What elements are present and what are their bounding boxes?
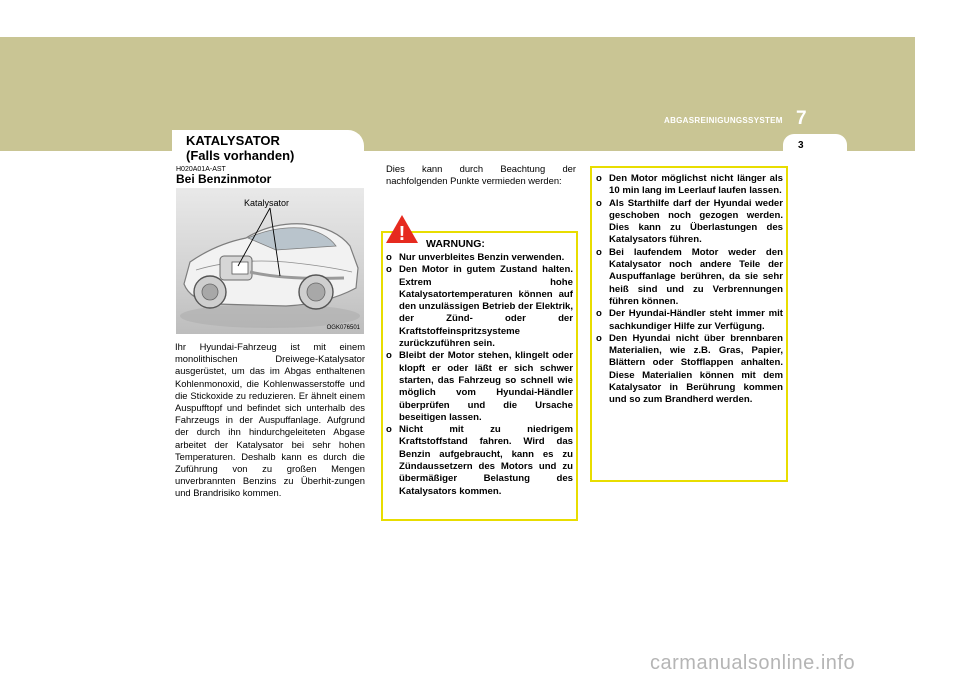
- bullet: o: [386, 350, 392, 362]
- warning-triangle-icon: [385, 214, 419, 244]
- list-item-text: Nicht mit zu niedrigem Kraftstoffstand fahren. Wird das Benzin aufgebraucht, kann es zu Zündaussetzern des Motors und zu übermäßiger Belastung des Katalysators kommen.: [399, 424, 573, 497]
- catalyst-description: Ihr Hyundai-Fahrzeug ist mit einem monolithischen Dreiwege-Katalysator ausgerüstet, um das im Abgas enthaltenen Kohlenmonoxid, die Kohlenwasserstoffe und die Stickoxide zu reduzieren. Er ähnelt einem Auspufftopf und befindet sich unterhalb des Fahrzeugs in der Auspuffanlage. Aufgrund der durch ihn hindurchgeleiteten Abgase arbeitet der Katalysator bei sehr hohen Temperaturen. Deshalb kann es durch die Zuführung von zu großen Mengen unverbrannten Benzins zu Überhit-zungen und Brandrisiko kommen.: [175, 341, 365, 499]
- list-item-text: Den Motor in gutem Zustand halten. Extrem hohe Katalysatortemperaturen können auf den unzulässigen Betrieb der Elektrik, der Zünd- oder der Kraftstoffeinspritzsysteme zurückzuführen sein.: [399, 264, 573, 350]
- section-title-note: (Falls vorhanden): [186, 148, 295, 163]
- bullet: o: [596, 308, 602, 320]
- list-item-text: Nur unverbleites Benzin verwenden.: [399, 252, 565, 263]
- chapter-number: 7: [796, 108, 807, 129]
- list-item: [596, 308, 783, 333]
- intro-paragraph: Dies kann durch Beachtung der nachfolgenden Punkte vermieden werden:: [386, 163, 576, 187]
- list-item: [596, 333, 783, 407]
- svg-text:!: !: [398, 223, 406, 244]
- header-band: [0, 37, 915, 151]
- bullet: o: [386, 424, 392, 436]
- warning-list: [386, 252, 573, 498]
- list-item-text: Den Motor möglichst nicht länger als 10 min lang im Leerlauf laufen lassen.: [609, 173, 783, 197]
- page-number: 3: [798, 140, 804, 151]
- list-item-text: Der Hyundai-Händler steht immer mit sachkundiger Hilfe zur Verfügung.: [609, 308, 783, 332]
- bullet: o: [386, 264, 392, 276]
- bullet: o: [596, 332, 602, 344]
- list-item: [386, 252, 573, 264]
- car-drawing: [176, 188, 364, 334]
- warning-title: WARNUNG:: [426, 238, 485, 250]
- list-item: [596, 247, 783, 308]
- list-item-text: Bleibt der Motor stehen, klingelt oder klopft er oder läßt er sich schwer starten, das Fahrzeug so schnell wie möglich vom Hyundai-Händler überprüfen und die Ursache beseitigen lassen.: [399, 350, 573, 423]
- list-item-text: Den Hyundai nicht über brennbaren Materialien, wie z.B. Gras, Papier, Blättern oder Stofflappen anhalten. Diese Materialien können mit dem Katalysator in Berührung kommen und so zum Brandherd werden.: [609, 332, 783, 406]
- list-item: [596, 198, 783, 247]
- precautions-list: [596, 173, 783, 407]
- section-code: H020A01A-AST: [176, 166, 226, 173]
- bullet: o: [596, 246, 602, 258]
- figure-code: OGK076501: [326, 325, 360, 331]
- list-item-text: Bei laufendem Motor weder den Katalysator noch andere Teile der Auspuffanlage berühren, da sie sehr heiß sind und zu Verbrennungen führen können.: [609, 246, 783, 307]
- list-item: [386, 424, 573, 498]
- watermark: carmanualsonline.info: [650, 652, 856, 674]
- section-title: KATALYSATOR: [186, 133, 280, 148]
- list-item: [596, 173, 783, 198]
- list-item: [386, 350, 573, 424]
- list-item-text: Als Starthilfe darf der Hyundai weder geschoben noch gezogen werden. Dies kann zu Überlastungen des Katalysators führen.: [609, 197, 783, 246]
- car-catalyst-illustration: [176, 188, 364, 334]
- bullet: o: [596, 173, 602, 184]
- page-number-tab: [783, 134, 847, 156]
- bullet: o: [596, 197, 602, 209]
- chapter-title: ABGASREINIGUNGSSYSTEM: [664, 116, 783, 125]
- section-subheading: Bei Benzinmotor: [176, 172, 272, 186]
- bullet: o: [386, 252, 392, 263]
- figure-label: Katalysator: [244, 198, 290, 208]
- list-item: [386, 264, 573, 350]
